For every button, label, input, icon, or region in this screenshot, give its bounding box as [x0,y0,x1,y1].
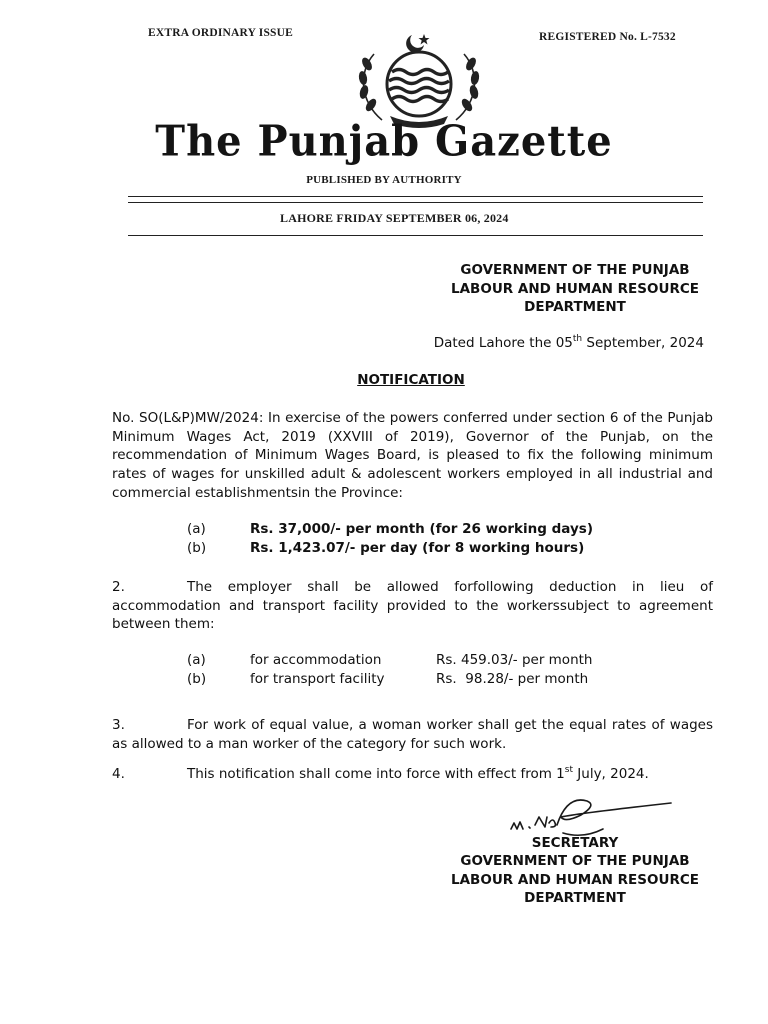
wage-rate-label: (b) [187,540,207,556]
wage-rate-text: Rs. 1,423.07/- per day (for 8 working hours) [250,540,585,556]
paragraph-2-text: The employer shall be allowed forfollowing deduction in lieu of accommodation and transport facility provided to the workerssubject to agreement between them: [112,579,713,633]
ordinal-suffix: st [564,764,573,775]
department-header-line2: LABOUR AND HUMAN RESOURCE [451,280,699,297]
deduction-label: (b) [187,671,207,687]
department-header-line1: GOVERNMENT OF THE PUNJAB [460,262,690,278]
publication-dateline: LAHORE FRIDAY SEPTEMBER 06, 2024 [280,211,509,225]
date-ordinal-suffix: th [572,333,583,344]
paragraph-number: 2. [112,579,125,595]
signatory-line1: GOVERNMENT OF THE PUNJAB [460,853,690,869]
wage-rate-text: Rs. 37,000/- per month (for 26 working days) [250,521,593,537]
dateline-divider [128,235,703,236]
paragraph-2 [112,578,713,634]
signatory-line3: DEPARTMENT [524,890,626,906]
registration-number: REGISTERED No. L-7532 [539,31,676,43]
notification-date [360,334,704,353]
deduction-description: for transport facility [250,671,385,687]
signatory-designation: SECRETARY [531,835,619,851]
paragraph-3-text: For work of equal value, a woman worker shall get the equal rates of wages as allowed to a man worker of the category for such work. [112,717,713,752]
paragraph-number: 4. [112,766,125,782]
department-header-line3: DEPARTMENT [524,299,626,315]
gazette-title: The Punjab Gazette [155,116,613,167]
date-rest: September, 2024 [582,335,704,351]
masthead-divider [128,196,703,197]
paragraph-number: 3. [112,717,125,733]
deduction-description: for accommodation [250,652,382,668]
issue-label: EXTRA ORDINARY ISSUE [148,27,294,39]
wage-rate-label: (a) [187,521,206,537]
signatory-line2: LABOUR AND HUMAN RESOURCE [451,871,699,888]
deduction-label: (a) [187,652,206,668]
published-by-authority: PUBLISHED BY AUTHORITY [306,174,462,186]
date-prefix: Dated Lahore the 05 [433,335,573,351]
masthead-divider-thin [128,202,703,203]
department-header [425,261,725,317]
paragraph-3 [112,716,713,753]
paragraph-4-text: This notification shall come into force with effect from 1 [187,766,565,782]
paragraph-4-rest: July, 2024. [572,766,649,782]
notification-title: NOTIFICATION [357,372,465,388]
deduction-amount: Rs. 98.28/- per month [436,671,589,687]
signatory-department [425,852,725,908]
punjab-emblem-icon [352,32,486,130]
paragraph-1: No. SO(L&P)MW/2024: In exercise of the powers conferred under section 6 of the Punjab Minimum Wages Act, 2019 (XXVIII of 2019), Governor of the Punjab, on the recommendation of Minimum Wages Board, is pleased to fix the following minimum rates of wages for unskilled adult & adolescent workers employed in all industrial and commercial establishmentsin the Province: [112,410,713,501]
deduction-amount: Rs. 459.03/- per month [436,652,593,668]
paragraph-4 [112,765,713,784]
